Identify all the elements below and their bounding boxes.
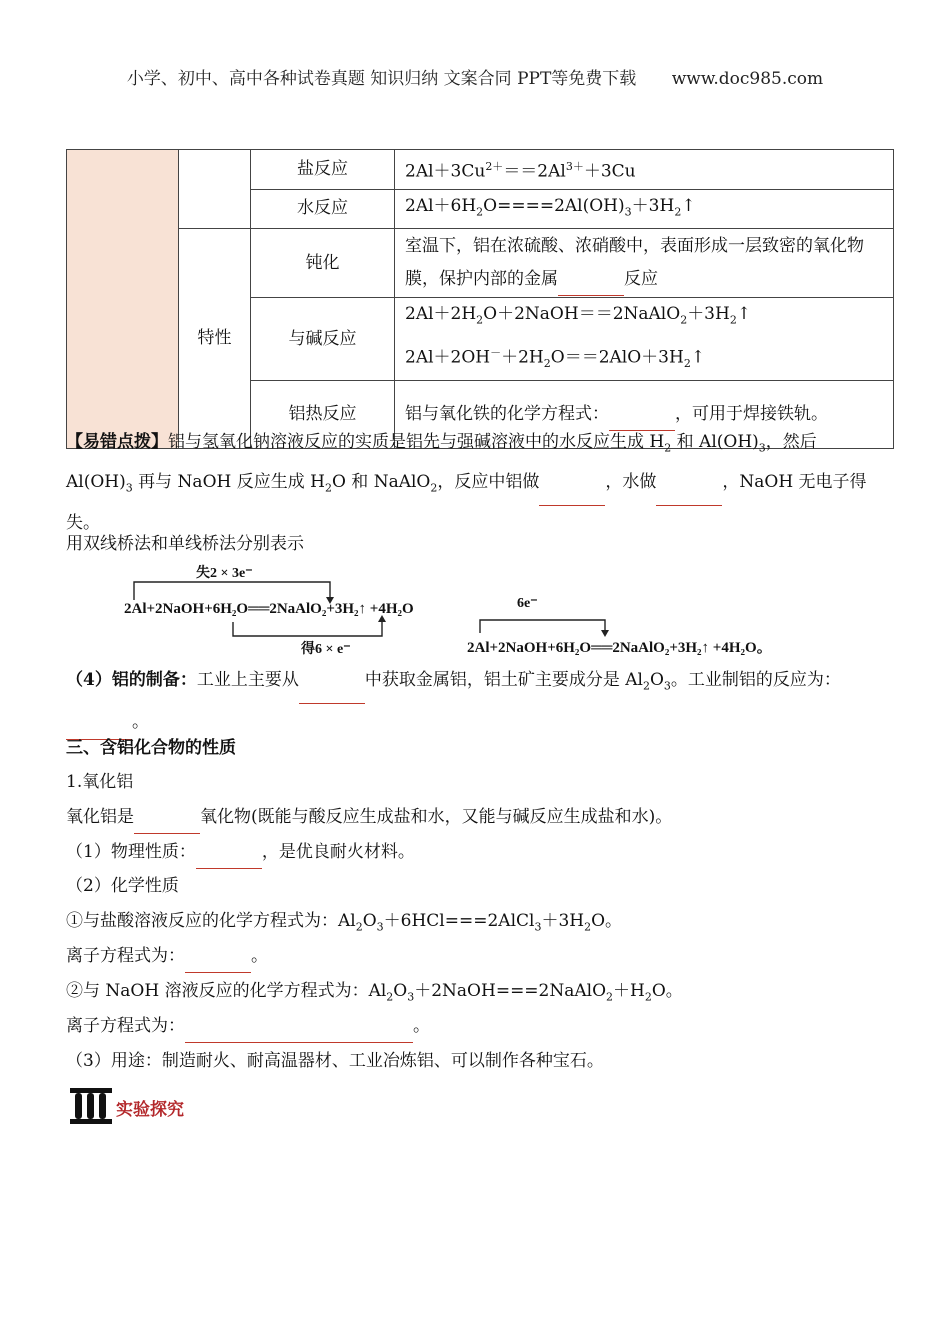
header-url[interactable]: www.doc985.com: [671, 69, 824, 89]
label-water-reaction: 水反应: [251, 189, 395, 228]
header-title: 小学、初中、高中各种试卷真题 知识归纳 文案合同 PPT等免费下载: [126, 69, 637, 89]
single-bridge-label: 6e⁻: [517, 596, 538, 611]
bridge-eq-double: 2Al+2NaOH+6H₂O══2NaAlO₂+3H₂↑ +4H₂O: [124, 601, 414, 617]
category-cell-2: 特性: [179, 229, 251, 449]
tip-paragraph: 【易错点拨】铝与氢氧化钠溶液反应的实质是铝先与强碱溶液中的水反应生成 $H_2$ 和 $Al(OH)_3$，然后 $Al(OH)_3$ 再与 NaOH 反应生成 $H_2O$ 和 NaAlO$_2$，反应中铝做 ，水做 ，NaOH 无电子得失。: [66, 432, 867, 533]
amphoteric-line: 氧化铝是 氧化物(既能与酸反应生成盐和水，又能与碱反应生成盐和水)。: [66, 800, 886, 834]
prep-paragraph: （4）铝的制备：工业上主要从 中获取金属铝，铝土矿主要成分是 $Al_2O_3$。工业制铝的反应为：。: [66, 662, 886, 740]
blank-ionic-2[interactable]: [185, 1024, 413, 1043]
label-base-reaction: 与碱反应: [251, 298, 395, 381]
eq-salt-reaction: $2Al+3Cu^{2+}==2Al^{3+}+3Cu$: [395, 150, 894, 190]
label-salt-reaction: 盐反应: [251, 150, 395, 190]
lose-electrons-label: 失2 × 3e⁻: [196, 566, 253, 581]
label-thermite: 铝热反应: [251, 381, 395, 449]
eq-base-molecular: $2Al+2H_2O+2NaOH==2NaAlO_2+3H_2↑$: [405, 304, 752, 327]
test-tube-rack-icon: [68, 1086, 114, 1126]
base-reaction-line: ②与 NaOH 溶液反应的化学方程式为：$Al_2O_3+2NaOH===2NaAlO_2+H_2O$。: [66, 981, 683, 1004]
alumina-heading: 1.氧化铝: [66, 772, 134, 792]
prep-title: （4）铝的制备：: [66, 670, 197, 690]
label-passivation: 钝化: [251, 229, 395, 298]
experiment-label: 实验探究: [116, 1100, 184, 1120]
blank-physical[interactable]: [196, 850, 262, 869]
bridge-intro: 用双线桥法和单线桥法分别表示: [66, 534, 304, 554]
ionic-eq-line-2: 离子方程式为： 。: [66, 1009, 886, 1043]
bridge-eq-single: 2Al+2NaOH+6H₂O══2NaAlO₂+3H₂↑ +4H₂O。: [467, 640, 772, 656]
text-thermite: 铝与氧化铁的化学方程式： ，可用于焊接铁轨。: [395, 381, 894, 449]
section3-title: 三、含铝化合物的性质: [66, 738, 236, 758]
eq-water-reaction: $2Al+6H_2O====2Al(OH)_3+3H_2↑$: [395, 189, 894, 228]
text-passivation: 室温下，铝在浓硫酸、浓硝酸中，表面形成一层致密的氧化物膜，保护内部的金属 反应: [395, 229, 894, 298]
eq-base-ionic: $2Al+2OH^-+2H_2O==2AlO+3H_2↑$: [405, 346, 706, 371]
gain-electrons-label: 得6 × e⁻: [301, 642, 351, 657]
ionic-eq-line-1: 离子方程式为： 。: [66, 939, 886, 973]
tip-title: 【易错点拨】: [66, 432, 168, 452]
blank-source[interactable]: [299, 685, 365, 704]
physical-property-line: （1）物理性质： ，是优良耐火材料。: [66, 835, 886, 869]
chemical-property-heading: （2）化学性质: [66, 876, 179, 896]
blank-ionic-1[interactable]: [185, 954, 251, 973]
uses-line: （3）用途：制造耐火、耐高温器材、工业冶炼铝、可以制作各种宝石。: [66, 1051, 604, 1071]
acid-reaction-line: ①与盐酸溶液反应的化学方程式为：$Al_2O_3+6HCl===2AlCl_3+3H_2O$。: [66, 911, 623, 934]
blank-amphoteric[interactable]: [134, 815, 200, 834]
